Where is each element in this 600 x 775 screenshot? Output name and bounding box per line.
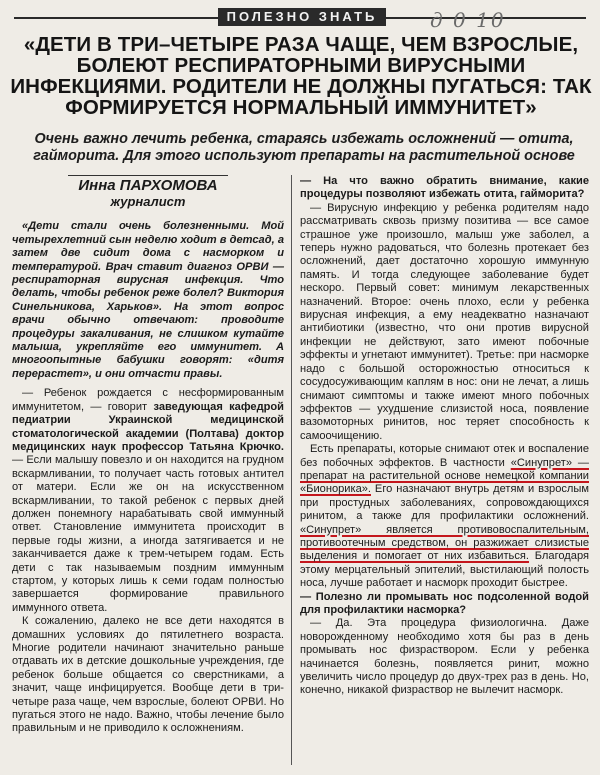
highlighted-passage: «Синупрет» является противовоспалительным, противоотечным средством, он разжижает слизистые выделения и помогает от них избавиться. — [300, 523, 589, 563]
interview-answer: — Да. Эта процедура физиологична. Даже новорожденному необходимо хотя бы раз в день промывать нос физраствором. Если у ребенка начинается болезнь, появляется ринит, можно увеличить число процедур до двух-трех раз в день. Но, конечно, никакой физраствор не вылечит насморк. — [300, 617, 589, 697]
right-column — [300, 175, 589, 698]
interview-question: — На что важно обратить внимание, какие процедуры позволяют избежать отита, гайморита? — [300, 175, 589, 201]
rubric-bar — [0, 8, 600, 32]
author-name: Инна ПАРХОМОВА — [68, 175, 227, 194]
body-paragraph: К сожалению, далеко не все дети находятся в домашних условиях до пятилетнего возраста. Многие родители начинают значительно раньше отдавать их в детские дошкольные учреждения, где ребенок больше общается со сверстниками, а значит, чаще инфицируется. Вообще дети в три-четыре раза чаще, чем взрослые, болеют ОРВИ. Но пугаться этого не надо. Важно, чтобы лечение было правильным и не приводило к осложнениям. — [12, 615, 284, 735]
article-headline: «ДЕТИ В ТРИ–ЧЕТЫРЕ РАЗА ЧАЩЕ, ЧЕМ ВЗРОСЛЫЕ, БОЛЕЮТ РЕСПИРАТОРНЫМИ ВИРУСНЫМИ ИНФЕКЦИЯМИ. РОДИТЕЛИ НЕ ДОЛЖНЫ ПУГАТЬСЯ: ТАК ФОРМИРУЕТСЯ НОРМАЛЬНЫЙ ИММУНИТЕТ» — [10, 33, 592, 119]
body-paragraph — [12, 387, 284, 615]
expert-credentials: заведующая кафедрой педиатрии Украинской медицинской стоматологической академии (Полтава) доктор медицинских наук профессор Татьяна Крючко. — [12, 400, 284, 453]
interview-question: — Полезно ли промывать нос подсоленной водой для профилактики насморка? — [300, 590, 589, 616]
interview-answer — [300, 443, 589, 590]
answer-middle: Его назначают внутрь детям и взрослым при простудных заболеваниях, сопровождающихся ринитом, а также для профилактики осложнений. — [300, 483, 589, 523]
author-role: журналист — [110, 194, 186, 210]
answer-start: Есть препараты, которые снимают отек и воспаление без побочных эффектов. В частности — [300, 443, 589, 469]
highlighted-passage: «Синупрет» — препарат на растительной основе немецкой компании «Бионорика». — [300, 456, 589, 496]
handwritten-note: д 0 10 — [430, 8, 506, 32]
lead-paragraph: «Дети стали очень болезненными. Мой четырехлетний сын неделю ходит в детсад, а затем две сидит дома с насморком и температурой. Врач ставит диагноз ОРВИ — респираторная вирусная инфекция. Что делать, чтобы ребенок реже болел? Виктория Синельникова, Харьков». На этот вопрос врачи обычно отвечают: проводите процедуры закаливания, не слишком кутайте малыша, укрепляйте его иммунитет. А многоопытные бабушки говорят: «дитя перерастет», и они отчасти правы. — [12, 220, 284, 380]
quote-continued: — Если малышу повезло и он находится на грудном вскармливании, то получает часть готовых антител от матери. Если же он на искусственном вскармливании, то такой ребенок с первых дней должен понемногу нарабатывать свой иммунный ответ. Становление иммунитета происходит в первые годы жизни, а иногда затягивается и не заканчивается даже к трем-четырем годам. Есть дети с так называемым поздним иммунным стартом, у которых лишь к семи годам полностью завершается формирование правильного иммунного ответа. — [12, 454, 284, 614]
byline — [12, 175, 284, 210]
rubric-label: ПОЛЕЗНО ЗНАТЬ — [218, 8, 386, 26]
left-column — [12, 175, 284, 736]
answer-end: Благодаря этому мерцательный эпителий, выстилающий полость носа, лучше работает и насморк проходит быстрее. — [300, 550, 589, 590]
quote-start: — Ребенок рождается с несформированным иммунитетом, — говорит — [12, 387, 284, 413]
column-divider — [291, 175, 292, 765]
interview-answer: — Вирусную инфекцию у ребенка родителям надо рассматривать сквозь призму позитива — все самое страшное уже произошло, малыш уже заболел, а теперь нужно радоваться, что болезнь протекает без осложнений, дает достаточно хорошую иммунную память. И тогда следующее заболевание будет нескоро. Первый совет: минимум лекарственных назначений. Второе: очень плохо, если у ребенка вирусная инфекция, а ему неадекватно назначают антибиотики (известно, что они против вирусной инфекции не действуют, зато имеют побочные эффекты и угнетают иммунитет). Третье: при насморке надо с большой осторожностью относиться к сосудосуживающим каплям в нос: они не лечат, а лишь снимают симптомы и также имеют много побочных эффектов — ухудшение слизистой носа, появление вазомоторных ринитов, нос теряет способность к самоочищению. — [300, 201, 589, 442]
article-subhead: Очень важно лечить ребенка, стараясь избежать осложнений — отита, гайморита. Для этого используют препараты на растительной основе — [33, 131, 575, 164]
